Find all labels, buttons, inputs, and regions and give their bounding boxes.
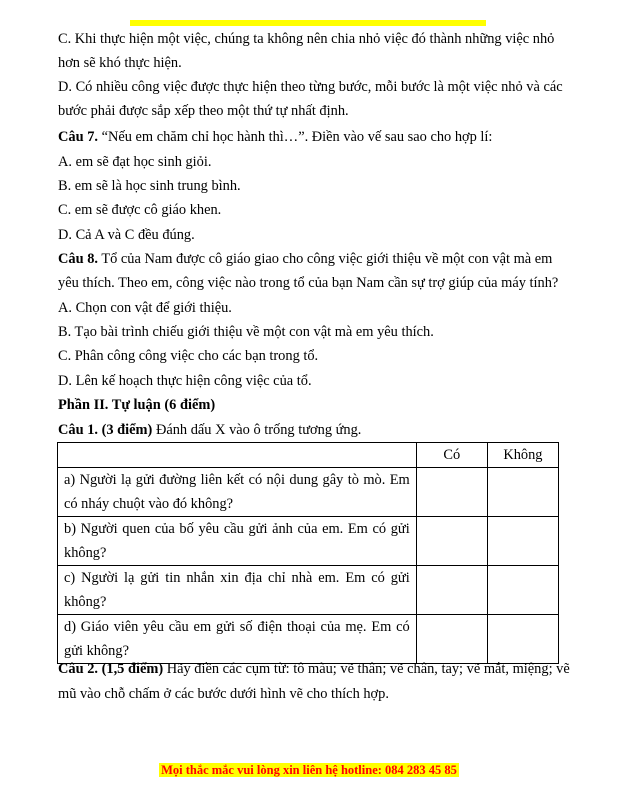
essay-question-2-label: Câu 2. (1,5 điểm): [58, 661, 164, 677]
q7-option-d: D. Cả A và C đều đúng.: [58, 227, 195, 243]
row-b-yes-cell[interactable]: [416, 517, 487, 566]
footer-hotline: Mọi thắc mắc vui lòng xin liên hệ hotline: 084 283 45 85: [161, 763, 457, 777]
essay-question-1: [58, 418, 558, 442]
option-prev-c-line2: hơn sẽ khó thực hiện.: [58, 55, 182, 71]
essay-question-2-line2: mũ vào chỗ chấm ở các bước dưới hình vẽ cho thích hợp.: [58, 686, 389, 702]
q8-option-b: B. Tạo bài trình chiếu giới thiệu về một con vật mà em yêu thích.: [58, 324, 434, 340]
row-c-question: c) Người lạ gửi tin nhắn xin địa chỉ nhà em. Em có gửi không?: [58, 566, 417, 615]
row-c-yes-cell[interactable]: [416, 566, 487, 615]
essay-question-2-line1: Hãy điền các cụm từ: tô màu; vẽ thân; vẽ chân, tay; vẽ mắt, miệng; vẽ: [163, 661, 570, 677]
row-c-no-cell[interactable]: [487, 566, 558, 615]
part-2-heading: Phần II. Tự luận (6 điểm): [58, 397, 216, 413]
essay-question-1-label: Câu 1. (3 điểm): [58, 422, 153, 438]
q7-option-a: A. em sẽ đạt học sinh giỏi.: [58, 154, 212, 170]
header-no: Không: [487, 443, 558, 468]
row-a-no-cell[interactable]: [487, 468, 558, 517]
row-d-question: d) Giáo viên yêu cầu em gửi số điện thoại của mẹ. Em có gửi không?: [58, 615, 417, 664]
table-header-row: [58, 443, 559, 468]
q7-option-b: B. em sẽ là học sinh trung bình.: [58, 178, 241, 194]
highlight-bar: [130, 20, 486, 26]
row-b-question: b) Người quen của bố yêu cầu gửi ảnh của em. Em có gửi không?: [58, 517, 417, 566]
table-row: [58, 566, 559, 615]
question-8-line1: Tổ của Nam được cô giáo giao cho công việc giới thiệu về một con vật mà em: [97, 251, 553, 267]
q8-option-a: A. Chọn con vật để giới thiệu.: [58, 300, 232, 316]
option-prev-c-line1: C. Khi thực hiện một việc, chúng ta không nên chia nhỏ việc đó thành những việc nhỏ: [58, 31, 555, 47]
essay-question-1-text: Đánh dấu X vào ô trống tương ứng.: [152, 422, 362, 438]
row-b-no-cell[interactable]: [487, 517, 558, 566]
option-prev-d-line2: bước phải được sắp xếp theo một thứ tự nhất định.: [58, 103, 349, 119]
q8-option-d: D. Lên kế hoạch thực hiện công việc của tổ.: [58, 373, 312, 389]
question-8-line2: yêu thích. Theo em, công việc nào trong tổ của bạn Nam cần sự trợ giúp của máy tính?: [58, 275, 559, 291]
table-row: [58, 468, 559, 517]
header-question: [58, 443, 417, 468]
question-8-label: Câu 8.: [58, 251, 98, 267]
q8-option-c: C. Phân công công việc cho các bạn trong tổ.: [58, 348, 319, 364]
question-7-label: Câu 7.: [58, 129, 98, 145]
option-prev-d-line1: D. Có nhiều công việc được thực hiện theo từng bước, mỗi bước là một việc nhỏ và các: [58, 79, 563, 95]
question-7-text: “Nếu em chăm chỉ học hành thì…”. Điền vào vế sau sao cho hợp lí:: [97, 129, 493, 145]
question-7: [58, 125, 558, 149]
q7-option-c: C. em sẽ được cô giáo khen.: [58, 202, 222, 218]
row-a-yes-cell[interactable]: [416, 468, 487, 517]
header-yes: Có: [416, 443, 487, 468]
answer-table: [57, 442, 559, 664]
table-row: [58, 517, 559, 566]
row-a-question: a) Người lạ gửi đường liên kết có nội dung gây tò mò. Em có nháy chuột vào đó không?: [58, 468, 417, 517]
essay-question-2: [58, 657, 570, 681]
question-8: [58, 247, 558, 271]
